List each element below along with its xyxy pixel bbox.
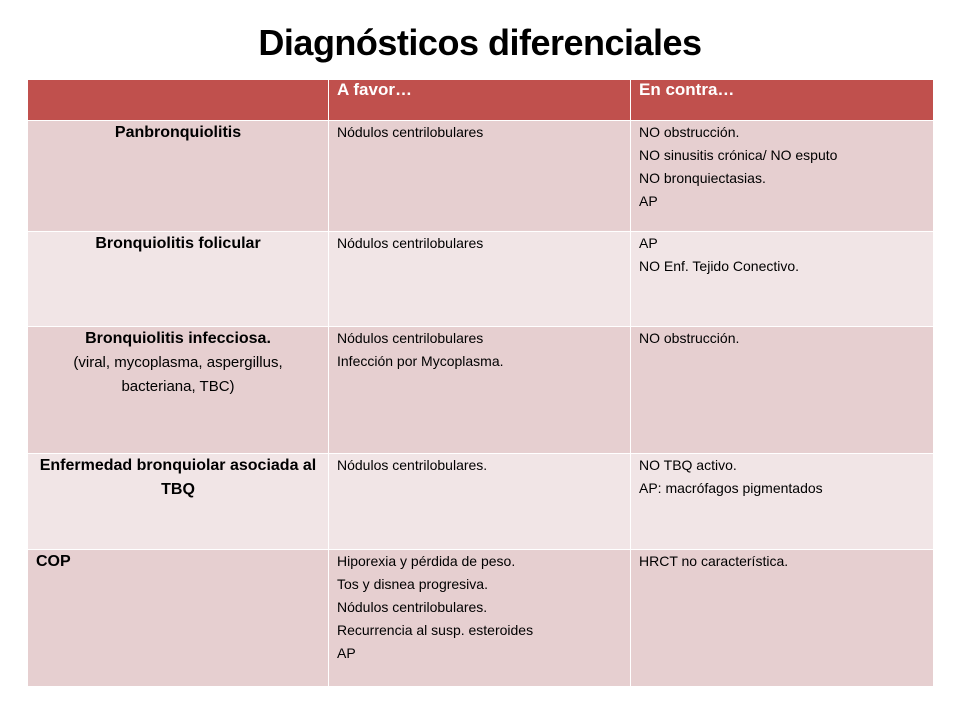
favor-line: Nódulos centrilobulares bbox=[337, 235, 484, 251]
slide-title: Diagnósticos diferenciales bbox=[258, 22, 702, 63]
contra-line: AP bbox=[639, 193, 658, 209]
row-label-text: Enfermedad bronquiolar asociada al TBQ bbox=[39, 457, 317, 498]
row-label-text: COP bbox=[36, 553, 71, 570]
favor-line: Hiporexia y pérdida de peso. bbox=[337, 553, 516, 569]
table-row bbox=[28, 232, 934, 327]
header-a-favor: A favor… bbox=[329, 80, 631, 121]
table-row bbox=[28, 121, 934, 232]
contra-cell bbox=[631, 550, 934, 687]
favor-cell bbox=[329, 121, 631, 232]
contra-cell bbox=[631, 121, 934, 232]
favor-line: AP bbox=[337, 645, 356, 661]
favor-line: Nódulos centrilobulares. bbox=[337, 457, 488, 473]
favor-cell bbox=[329, 232, 631, 327]
favor-cell bbox=[329, 550, 631, 687]
table-header-row bbox=[28, 80, 934, 121]
table-row bbox=[28, 550, 934, 687]
favor-line: Nódulos centrilobulares bbox=[337, 330, 484, 346]
contra-line: AP: macrófagos pigmentados bbox=[639, 480, 823, 496]
header-en-contra: En contra… bbox=[631, 80, 934, 121]
contra-line: NO obstrucción. bbox=[639, 330, 740, 346]
contra-cell bbox=[631, 327, 934, 454]
row-label-text: Bronquiolitis folicular bbox=[95, 235, 261, 252]
contra-line: NO sinusitis crónica/ NO esputo bbox=[639, 147, 838, 163]
table-row bbox=[28, 327, 934, 454]
table-row bbox=[28, 454, 934, 550]
contra-line: NO Enf. Tejido Conectivo. bbox=[639, 258, 800, 274]
contra-line: NO TBQ activo. bbox=[639, 457, 737, 473]
favor-line: Infección por Mycoplasma. bbox=[337, 353, 504, 369]
favor-line: Nódulos centrilobulares. bbox=[337, 599, 488, 615]
row-label-bronquiolitis-infecciosa bbox=[28, 327, 329, 454]
contra-cell bbox=[631, 454, 934, 550]
row-label-panbronquiolitis bbox=[28, 121, 329, 232]
row-label-text: Panbronquiolitis bbox=[114, 124, 242, 141]
favor-line: Tos y disnea progresiva. bbox=[337, 576, 488, 592]
contra-line: AP bbox=[639, 235, 658, 251]
row-label-cop bbox=[28, 550, 329, 687]
contra-line: HRCT no característica. bbox=[639, 553, 789, 569]
row-label-text: Bronquiolitis infecciosa. bbox=[85, 330, 271, 347]
header-empty-cell bbox=[28, 80, 329, 121]
favor-cell bbox=[329, 327, 631, 454]
row-label-bronquiolitis-folicular bbox=[28, 232, 329, 327]
row-label-note: (viral, mycoplasma, aspergillus, bacteriana, TBC) bbox=[73, 354, 283, 395]
contra-line: NO bronquiectasias. bbox=[639, 170, 766, 186]
contra-cell bbox=[631, 232, 934, 327]
contra-line: NO obstrucción. bbox=[639, 124, 740, 140]
differential-diagnosis-table bbox=[27, 79, 934, 687]
row-label-enfermedad-bronquiolar-tbq bbox=[28, 454, 329, 550]
favor-cell bbox=[329, 454, 631, 550]
favor-line: Nódulos centrilobulares bbox=[337, 124, 484, 140]
favor-line: Recurrencia al susp. esteroides bbox=[337, 622, 534, 638]
